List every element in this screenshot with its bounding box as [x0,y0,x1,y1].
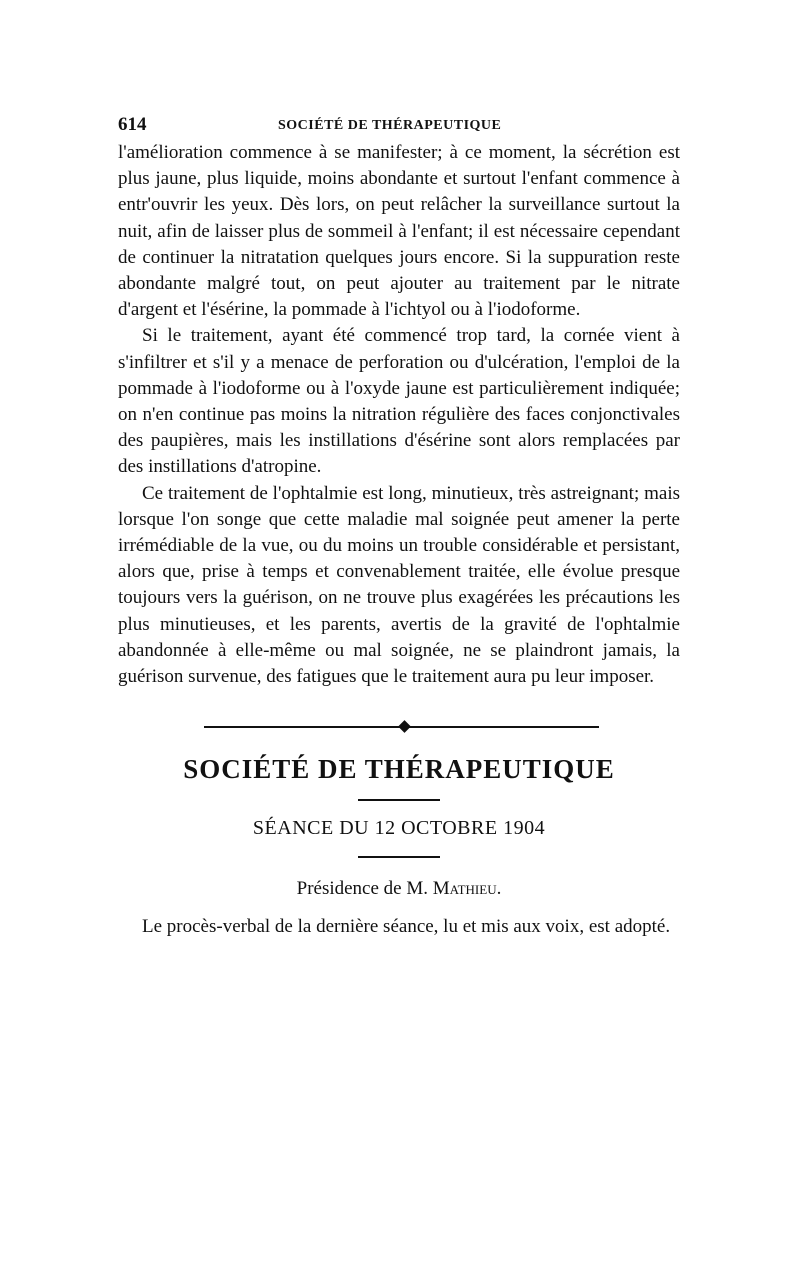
president-name: Mathieu. [432,878,502,900]
paragraph: Le procès-verbal de la dernière séance, lu et mis aux voix, est adopté. [142,916,671,938]
running-head [118,108,680,140]
paragraph: Ce traitement de l'ophtalmie est long, minutieux, très astreignant; mais lorsque l'on songe que cette maladie mal soignée peut amener la perte irrémédiable de la vue, ou du moins un trouble considérable et persistant, alors que, prise à temps et convenablement traitée, elle évolue presque toujours vers la guérison, on ne trouve plus exagérées les précautions les plus minutieuses, et les parents, avertis de la gravité de l'ophtalmie abandonnée à elle-même ou mal soignée, ne se plaindront jamais, la guérison survenue, des fatigues que le traitement aura pu leur imposer. [118,482,680,688]
presidency-line [118,878,680,900]
paragraph: Si le traitement, ayant été commencé trop tard, la cornée vient à s'infiltrer et s'il y a menace de perforation ou d'ulcération, l'emploi de la pommade à l'iodoforme ou à l'oxyde jaune est particulièrement indiquée; on n'en continue pas moins la nitration régulière des faces conjonctivales des paupières, mais les instillations d'ésérine sont alors remplacées par des instillations d'atropine. [118,325,680,478]
presidency-prefix: Présidence de M. [296,878,429,900]
divider-rule [358,799,440,801]
session-date: SÉANCE DU 12 OCTOBRE 1904 [252,817,546,840]
section-separator [118,706,680,746]
body-text [118,140,680,690]
page-number: 614 [118,114,147,135]
diamond-ornament-icon [398,720,411,733]
divider-rule [358,856,440,858]
book-page [118,108,680,940]
paragraph-continuation: l'amélioration commence à se manifester; à ce moment, la sécrétion est plus jaune, plus liquide, moins abondante et surtout l'enfant commence à entr'ouvrir les yeux. Dès lors, on peut relâcher la surveillance surtout la nuit, afin de laisser plus de sommeil à l'enfant; il est nécessaire cependant de continuer la nitratation quelques jours encore. Si la suppuration reste abondante malgré tout, on peut ajouter au traitement par le nitrate d'argent et l'ésérine, la pommade à l'ichtyol ou à l'iodoforme. [118,142,680,321]
running-title: SOCIÉTÉ DE THÉRAPEUTIQUE [278,118,502,133]
section-title: SOCIÉTÉ DE THÉRAPEUTIQUE [183,754,615,785]
minutes-text [118,914,680,940]
